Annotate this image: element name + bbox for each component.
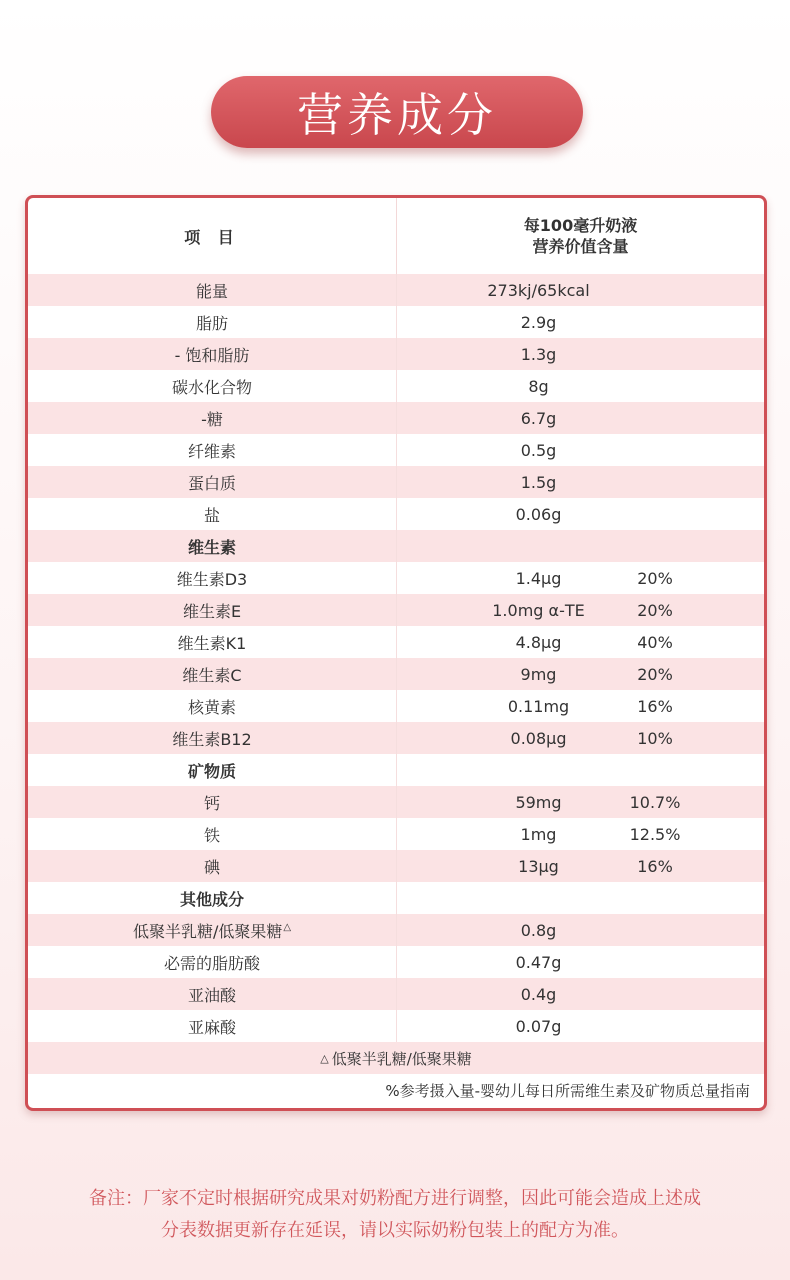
row-name xyxy=(28,407,396,430)
row-name xyxy=(28,1015,396,1038)
row-name xyxy=(28,439,396,462)
row-name-text: 纤维素 xyxy=(187,441,236,461)
table-row xyxy=(28,498,764,530)
table-row xyxy=(28,946,764,978)
table-row xyxy=(28,690,764,722)
row-name-text: 维生素B12 xyxy=(172,729,252,749)
row-value: 4.8μg xyxy=(396,626,680,658)
row-value: 1.4μg xyxy=(396,562,680,594)
row-name-text: 必需的脂肪酸 xyxy=(163,953,260,973)
table-row xyxy=(28,818,764,850)
table-row xyxy=(28,1010,764,1042)
row-name-text: 碘 xyxy=(203,857,220,877)
table-body xyxy=(28,274,764,1042)
nutrition-table xyxy=(25,195,767,1111)
title-banner xyxy=(211,76,583,148)
row-name-text: 其他成分 xyxy=(179,889,244,909)
table-row xyxy=(28,722,764,754)
row-name-text: 低聚半乳糖/低聚果糖 xyxy=(132,921,283,941)
table-row xyxy=(28,914,764,946)
table-row xyxy=(28,562,764,594)
row-percent: 10% xyxy=(637,728,673,748)
row-value: 1mg xyxy=(396,818,680,850)
row-value: 273kj/65kcal xyxy=(396,274,680,306)
footer-remark xyxy=(0,1183,790,1247)
row-name xyxy=(28,631,396,654)
note-oligosaccharide-text: 低聚半乳糖/低聚果糖 xyxy=(331,1049,472,1068)
table-row xyxy=(28,338,764,370)
row-value: 59mg xyxy=(396,786,680,818)
row-value: 0.06g xyxy=(396,498,680,530)
table-row xyxy=(28,978,764,1010)
note-percent xyxy=(28,1074,764,1106)
page-title: 营养成分 xyxy=(297,88,497,142)
table-row xyxy=(28,274,764,306)
row-name xyxy=(28,695,396,718)
row-value: 0.4g xyxy=(396,978,680,1010)
row-percent: 16% xyxy=(637,696,673,716)
row-percent: 20% xyxy=(637,600,673,620)
row-name-text: 维生素K1 xyxy=(177,633,247,653)
row-name-text: 脂肪 xyxy=(195,313,228,333)
row-name xyxy=(28,311,396,334)
row-name xyxy=(28,887,396,910)
table-row xyxy=(28,658,764,690)
table-row xyxy=(28,306,764,338)
row-value: 0.8g xyxy=(396,914,680,946)
row-name xyxy=(28,983,396,1006)
row-value: 8g xyxy=(396,370,680,402)
row-name xyxy=(28,503,396,526)
header-item: 项 目 xyxy=(184,227,240,247)
row-value: 1.5g xyxy=(396,466,680,498)
row-name xyxy=(28,823,396,846)
row-percent: 20% xyxy=(637,664,673,684)
table-row xyxy=(28,786,764,818)
table-row xyxy=(28,882,764,914)
row-value: 1.0mg α-TE xyxy=(396,594,680,626)
table-row xyxy=(28,402,764,434)
row-percent: 20% xyxy=(637,568,673,588)
row-name-text: 维生素E xyxy=(182,601,242,621)
row-value xyxy=(396,882,680,914)
table-row xyxy=(28,754,764,786)
row-name-text: 维生素D3 xyxy=(176,569,248,589)
row-value: 1.3g xyxy=(396,338,680,370)
row-name xyxy=(28,343,396,366)
row-name xyxy=(28,663,396,686)
row-name-text: 核黄素 xyxy=(187,697,236,717)
row-name-text: 亚麻酸 xyxy=(187,1017,236,1037)
note-percent-text: %参考摄入量-婴幼儿每日所需维生素及矿物质总量指南 xyxy=(385,1081,750,1100)
footer-line-2: 分表数据更新存在延误，请以实际奶粉包装上的配方为准。 xyxy=(161,1220,629,1241)
row-name-text: 矿物质 xyxy=(187,761,236,781)
row-name-text: 盐 xyxy=(203,505,220,525)
table-row xyxy=(28,370,764,402)
row-value: 0.07g xyxy=(396,1010,680,1042)
row-name-text: 维生素 xyxy=(187,537,236,557)
row-value: 0.11mg xyxy=(396,690,680,722)
row-value xyxy=(396,754,680,786)
row-value: 0.5g xyxy=(396,434,680,466)
triangle-mark: △ xyxy=(320,1051,329,1065)
triangle-mark: △ xyxy=(283,922,292,934)
row-name-text: 钙 xyxy=(203,793,220,813)
header-value xyxy=(396,198,764,274)
header-value-line1: 每100毫升奶液 xyxy=(523,216,638,235)
row-name-text: 铁 xyxy=(203,825,220,845)
row-value xyxy=(396,530,680,562)
table-row xyxy=(28,850,764,882)
row-value: 0.47g xyxy=(396,946,680,978)
row-name xyxy=(28,567,396,590)
row-percent: 12.5% xyxy=(629,824,681,844)
row-percent: 40% xyxy=(637,632,673,652)
table-row xyxy=(28,434,764,466)
row-name xyxy=(28,727,396,750)
row-name xyxy=(28,375,396,398)
row-name-text: 能量 xyxy=(195,281,228,301)
row-name-text: - 饱和脂肪 xyxy=(174,345,250,365)
row-name xyxy=(28,855,396,878)
row-percent: 16% xyxy=(637,856,673,876)
row-name xyxy=(28,951,396,974)
table-row xyxy=(28,626,764,658)
row-name xyxy=(28,279,396,302)
note-oligosaccharide xyxy=(28,1042,764,1074)
row-name-text: 亚油酸 xyxy=(187,985,236,1005)
row-name xyxy=(28,759,396,782)
row-value: 6.7g xyxy=(396,402,680,434)
footer-line-1: 备注：厂家不定时根据研究成果对奶粉配方进行调整，因此可能会造成上述成 xyxy=(89,1188,701,1209)
row-value: 13μg xyxy=(396,850,680,882)
row-name-text: 碳水化合物 xyxy=(171,377,252,397)
row-name xyxy=(28,919,396,942)
row-name-text: 蛋白质 xyxy=(187,473,236,493)
row-value: 2.9g xyxy=(396,306,680,338)
header-value-line2: 营养价值含量 xyxy=(532,237,629,256)
table-row xyxy=(28,530,764,562)
row-name xyxy=(28,535,396,558)
table-row xyxy=(28,466,764,498)
row-value: 0.08μg xyxy=(396,722,680,754)
row-name xyxy=(28,599,396,622)
row-percent: 10.7% xyxy=(629,792,681,812)
table-header xyxy=(28,198,764,274)
row-name xyxy=(28,791,396,814)
row-name-text: -糖 xyxy=(201,409,223,429)
row-value: 9mg xyxy=(396,658,680,690)
row-name xyxy=(28,471,396,494)
table-row xyxy=(28,594,764,626)
row-name-text: 维生素C xyxy=(182,665,242,685)
